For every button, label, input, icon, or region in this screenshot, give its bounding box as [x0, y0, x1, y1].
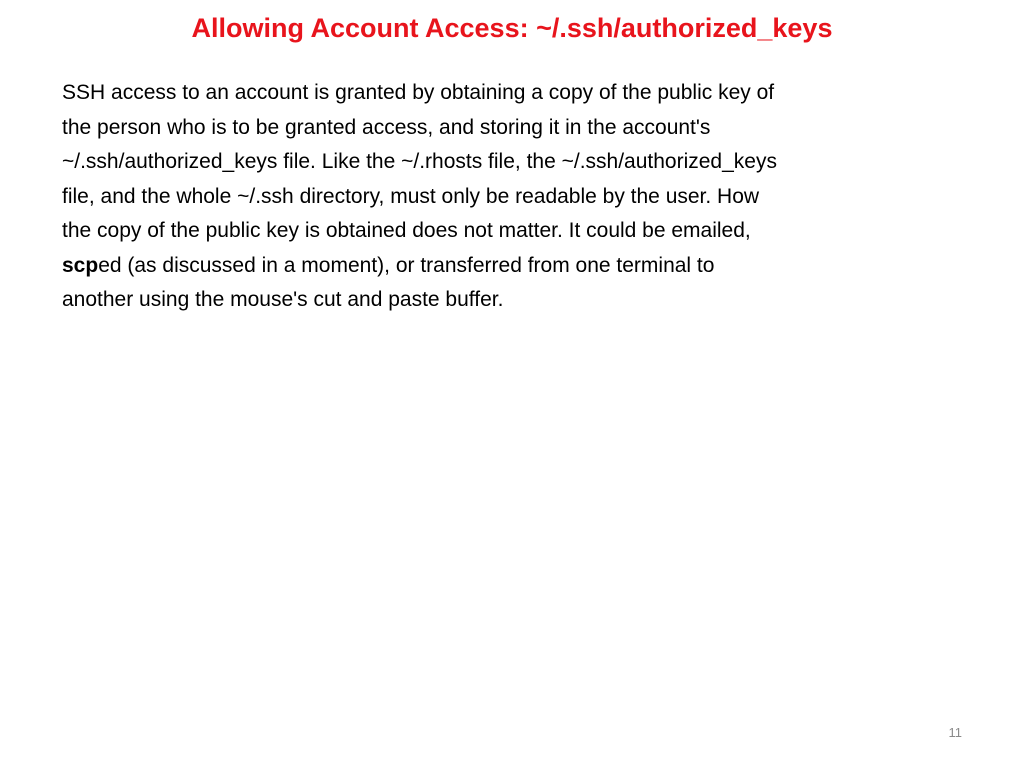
- body-line-continuation: ed (as discussed in a moment), or transferred from one terminal to: [98, 253, 715, 277]
- body-line: file, and the whole ~/.ssh directory, must only be readable by the user. How: [62, 184, 760, 208]
- body-line: the person who is to be granted access, and storing it in the account's: [62, 115, 711, 139]
- slide-body: [62, 76, 962, 318]
- body-line: SSH access to an account is granted by obtaining a copy of the public key of: [62, 81, 775, 104]
- body-line: another using the mouse's cut and paste buffer.: [62, 288, 504, 311]
- page-number: 11: [948, 725, 962, 740]
- slide-title: Allowing Account Access: ~/.ssh/authorized_keys: [191, 13, 833, 43]
- scp-command: scp: [62, 253, 99, 277]
- body-line: the copy of the public key is obtained does not matter. It could be emailed,: [62, 219, 751, 242]
- body-line: ~/.ssh/authorized_keys file. Like the ~/.rhosts file, the ~/.ssh/authorized_keys: [62, 150, 777, 173]
- body-line: [62, 249, 962, 284]
